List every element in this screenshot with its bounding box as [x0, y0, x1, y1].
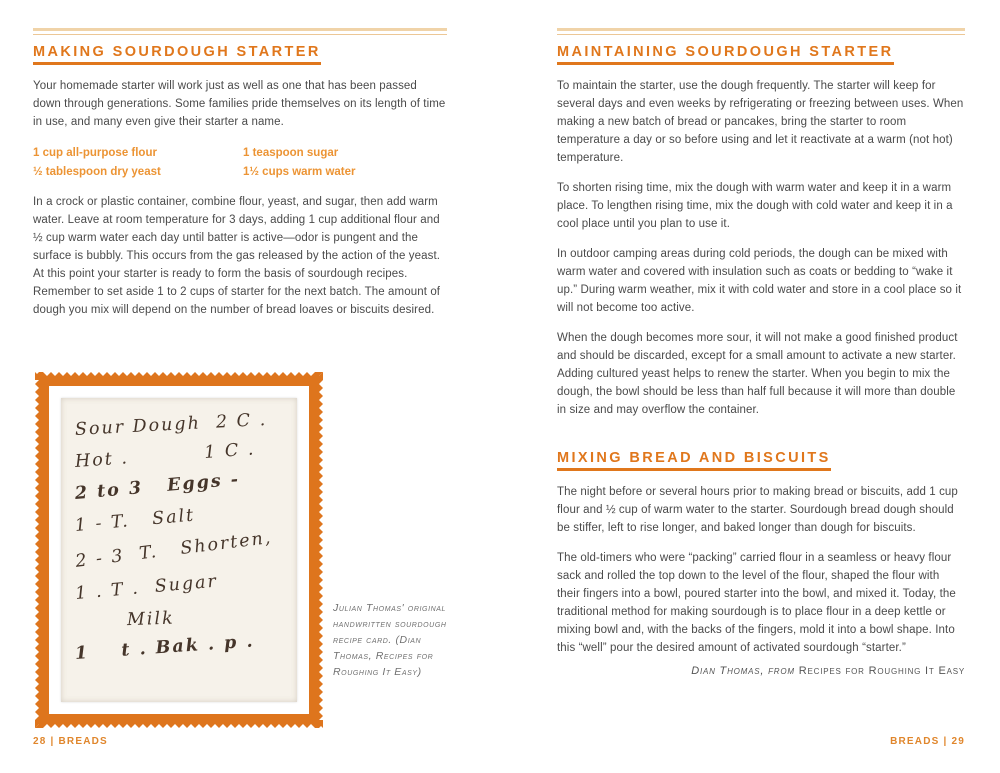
handwriting-line: 1 - T. Salt [74, 505, 196, 536]
attribution-author: Dian Thomas, from [691, 665, 799, 677]
handwriting-line: Hot . 1 C . [74, 439, 257, 472]
ingredient-item: ½ tablespoon dry yeast [33, 166, 161, 178]
handwritten-recipe-card [61, 398, 297, 702]
attribution-book-title: Recipes for Roughing It Easy [798, 665, 965, 677]
page-number-right: BREADS | 29 [890, 736, 965, 747]
maintaining-paragraph-3: In outdoor camping areas during cold periods, the dough can be mixed with warm water and covered with insulation such as coats or bedding to “wake it up.” During warm weather, mix it with cold water and store in a cool place so it will not become too active. [557, 248, 962, 314]
ingredient-list [33, 145, 447, 181]
mixing-paragraph-1: The night before or several hours prior to making bread or biscuits, add 1 cup flour and ½ cup of warm water to the starter. Sourdough bread dough should be stiffer, left to rise longer, and baked longer than dough for biscuits. [557, 486, 958, 534]
figure-caption: Julian Thomas' original handwritten sourdough recipe card. (Dian Thomas, Recipes for Roughing It Easy) [333, 602, 447, 678]
right-page [557, 0, 965, 773]
stamp-frame [35, 372, 323, 728]
frame-border [39, 376, 319, 724]
heading-maintaining-sourdough-starter: MAINTAINING SOURDOUGH STARTER [557, 44, 894, 65]
top-rule-left [33, 28, 447, 35]
handwriting-line: Sour Dough 2 C . [74, 409, 268, 440]
ingredient-item: 1½ cups warm water [243, 166, 356, 178]
intro-paragraph: Your homemade starter will work just as well as one that has been passed down through generations. Some families pride themselves on its length of time in use, and many even give their starter a name. [33, 80, 446, 128]
mixing-paragraph-2: The old-timers who were “packing” carried flour in a seamless or heavy flour sack and rolled the top down to the level of the flour, shaped the flour with their fingers into a bowl, poured starter into the bowl, and mixed it. Today, the traditional method for making sourdough is to place flour in a deep kettle or mixing bowl and, with the backs of the fingers, mold it into a bowl shape. Into this “well” pour the desired amount of activated sourdough “starter.” [557, 552, 956, 654]
maintaining-paragraph-4: When the dough becomes more sour, it will not make a good finished product and should be discarded, except for a small amount to activate a new starter. Adding cultured yeast helps to renew the starter. When you begin to mix the dough, the bowl should be less than half full because it will more than double in size and may overflow the container. [557, 332, 958, 416]
recipe-card-figure [33, 372, 447, 730]
handwriting-line: 2 - 3 T. Shorten, [74, 527, 274, 572]
ingredient-item: 1 cup all-purpose flour [33, 147, 157, 159]
handwriting-line: 1 . T . Sugar [74, 571, 219, 604]
attribution [557, 665, 965, 677]
top-rule-right [557, 28, 965, 35]
method-paragraph: In a crock or plastic container, combine flour, yeast, and sugar, then add warm water. Leave at room temperature for 3 days, adding 1 cup additional flour and ½ cup warm water each day until batter is active—odor is pungent and the surface is bubbly. This occurs from the gas released by the action of the yeast. At this point your starter is ready to form the basis of sourdough recipes. Remember to set aside 1 to 2 cups of starter for the next batch. The amount of dough you mix will depend on the number of bread loaves or biscuits desired. [33, 196, 441, 316]
heading-making-sourdough-starter: MAKING SOURDOUGH STARTER [33, 44, 321, 65]
page-number-left: 28 | BREADS [33, 736, 108, 747]
maintaining-paragraph-2: To shorten rising time, mix the dough with warm water and keep it in a warm place. To lengthen rising time, mix the dough with cold water and keep it in a cool place until you plan to use it. [557, 182, 953, 230]
handwriting-line: Milk [126, 608, 176, 631]
left-page [33, 0, 447, 773]
maintaining-paragraph-1: To maintain the starter, use the dough frequently. The starter will keep for several days and even weeks by refrigerating or freezing between uses. When making a new batch of bread or pancakes, bring the starter to room temperature a day or so before using and let it reactivate at a warm (not hot) temperature. [557, 80, 964, 164]
handwriting-line: 2 to 3 Eggs - [74, 469, 241, 504]
heading-mixing-bread-and-biscuits: MIXING BREAD AND BISCUITS [557, 450, 831, 471]
handwriting-line: 1 t . Bak . p . [74, 631, 256, 664]
ingredient-item: 1 teaspoon sugar [243, 147, 339, 159]
photo-mat [49, 386, 309, 714]
